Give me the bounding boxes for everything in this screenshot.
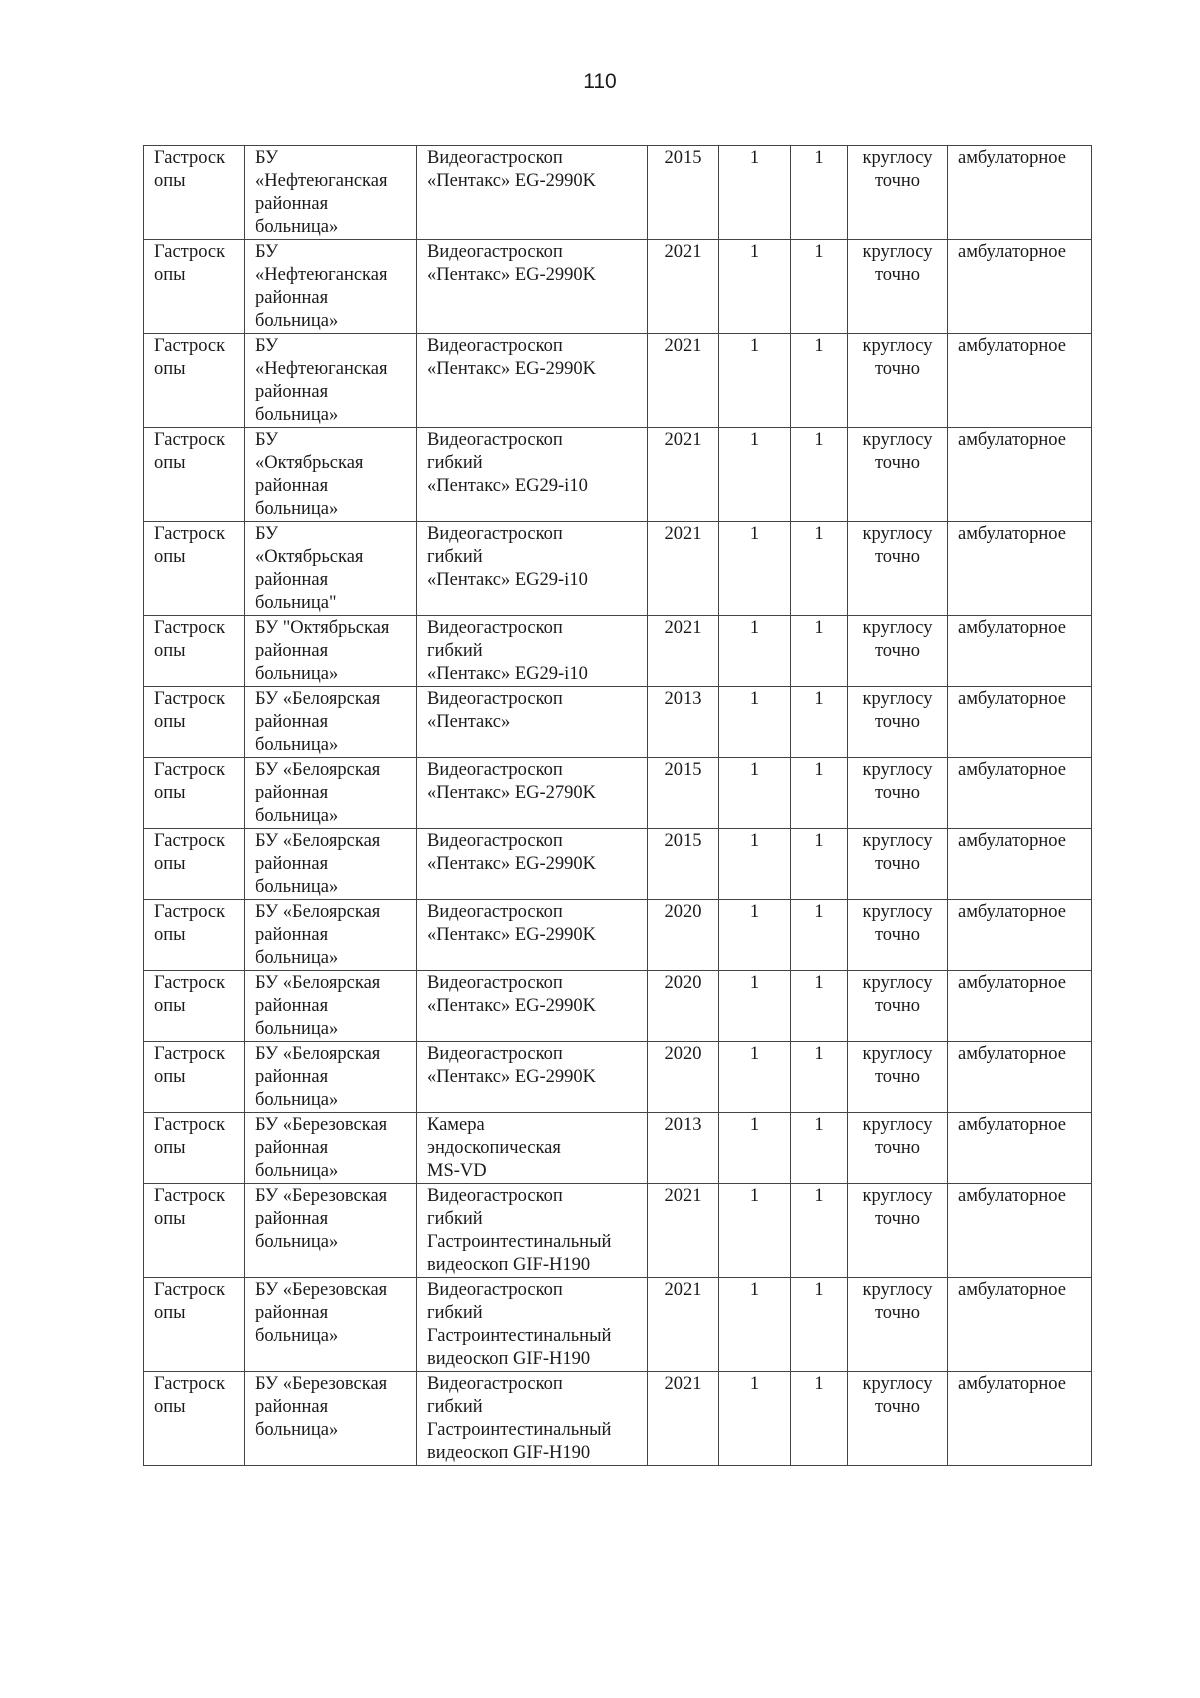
category-cell: Гастроск опы bbox=[144, 1372, 245, 1466]
quantity-in-use-cell: 1 bbox=[791, 758, 848, 829]
year-cell: 2020 bbox=[648, 1042, 719, 1113]
operating-mode-cell: круглосу точно bbox=[848, 687, 948, 758]
institution-cell: БУ «Нефтеюганская районная больница» bbox=[245, 240, 417, 334]
table-row bbox=[144, 758, 1092, 829]
operating-mode-cell: круглосу точно bbox=[848, 428, 948, 522]
equipment-cell: Видеогастроскоп гибкий Гастроинтестинальный видеоскоп GIF-H190 bbox=[417, 1278, 648, 1372]
year-cell: 2015 bbox=[648, 829, 719, 900]
care-type-cell: амбулаторное bbox=[948, 240, 1092, 334]
quantity-cell: 1 bbox=[719, 1042, 791, 1113]
quantity-in-use-cell: 1 bbox=[791, 829, 848, 900]
institution-cell: БУ «Белоярская районная больница» bbox=[245, 758, 417, 829]
institution-cell: БУ «Березовская районная больница» bbox=[245, 1184, 417, 1278]
institution-cell: БУ «Белоярская районная больница» bbox=[245, 900, 417, 971]
equipment-cell: Видеогастроскоп «Пентакс» EG-2990K bbox=[417, 334, 648, 428]
quantity-cell: 1 bbox=[719, 971, 791, 1042]
care-type-cell: амбулаторное bbox=[948, 1113, 1092, 1184]
table-row bbox=[144, 1372, 1092, 1466]
category-cell: Гастроск опы bbox=[144, 971, 245, 1042]
care-type-cell: амбулаторное bbox=[948, 428, 1092, 522]
care-type-cell: амбулаторное bbox=[948, 522, 1092, 616]
operating-mode-cell: круглосу точно bbox=[848, 971, 948, 1042]
category-cell: Гастроск опы bbox=[144, 240, 245, 334]
quantity-cell: 1 bbox=[719, 146, 791, 240]
institution-cell: БУ «Белоярская районная больница» bbox=[245, 687, 417, 758]
quantity-in-use-cell: 1 bbox=[791, 1278, 848, 1372]
year-cell: 2021 bbox=[648, 240, 719, 334]
care-type-cell: амбулаторное bbox=[948, 616, 1092, 687]
care-type-cell: амбулаторное bbox=[948, 1278, 1092, 1372]
equipment-cell: Видеогастроскоп «Пентакс» EG-2990K bbox=[417, 829, 648, 900]
quantity-cell: 1 bbox=[719, 616, 791, 687]
equipment-cell: Видеогастроскоп «Пентакс» EG-2790K bbox=[417, 758, 648, 829]
institution-cell: БУ «Белоярская районная больница» bbox=[245, 971, 417, 1042]
quantity-in-use-cell: 1 bbox=[791, 1042, 848, 1113]
equipment-cell: Видеогастроскоп «Пентакс» EG-2990K bbox=[417, 971, 648, 1042]
year-cell: 2013 bbox=[648, 1113, 719, 1184]
quantity-cell: 1 bbox=[719, 900, 791, 971]
care-type-cell: амбулаторное bbox=[948, 334, 1092, 428]
equipment-cell: Камера эндоскопическая MS-VD bbox=[417, 1113, 648, 1184]
table-row bbox=[144, 829, 1092, 900]
equipment-cell: Видеогастроскоп гибкий «Пентакс» EG29-i10 bbox=[417, 522, 648, 616]
quantity-cell: 1 bbox=[719, 428, 791, 522]
category-cell: Гастроск опы bbox=[144, 616, 245, 687]
category-cell: Гастроск опы bbox=[144, 758, 245, 829]
institution-cell: БУ «Октябрьская районная больница» bbox=[245, 428, 417, 522]
operating-mode-cell: круглосу точно bbox=[848, 1278, 948, 1372]
quantity-in-use-cell: 1 bbox=[791, 900, 848, 971]
year-cell: 2021 bbox=[648, 1278, 719, 1372]
category-cell: Гастроск опы bbox=[144, 687, 245, 758]
operating-mode-cell: круглосу точно bbox=[848, 146, 948, 240]
institution-cell: БУ «Нефтеюганская районная больница» bbox=[245, 146, 417, 240]
care-type-cell: амбулаторное bbox=[948, 758, 1092, 829]
institution-cell: БУ «Березовская районная больница» bbox=[245, 1113, 417, 1184]
year-cell: 2021 bbox=[648, 428, 719, 522]
quantity-cell: 1 bbox=[719, 334, 791, 428]
quantity-cell: 1 bbox=[719, 522, 791, 616]
equipment-cell: Видеогастроскоп «Пентакс» EG-2990K bbox=[417, 1042, 648, 1113]
quantity-in-use-cell: 1 bbox=[791, 522, 848, 616]
quantity-cell: 1 bbox=[719, 1278, 791, 1372]
operating-mode-cell: круглосу точно bbox=[848, 1372, 948, 1466]
year-cell: 2021 bbox=[648, 522, 719, 616]
year-cell: 2020 bbox=[648, 971, 719, 1042]
operating-mode-cell: круглосу точно bbox=[848, 1042, 948, 1113]
table-row bbox=[144, 334, 1092, 428]
quantity-cell: 1 bbox=[719, 1372, 791, 1466]
year-cell: 2021 bbox=[648, 1372, 719, 1466]
quantity-in-use-cell: 1 bbox=[791, 616, 848, 687]
page-number: 110 bbox=[583, 70, 617, 93]
equipment-cell: Видеогастроскоп «Пентакс» bbox=[417, 687, 648, 758]
table-row bbox=[144, 900, 1092, 971]
care-type-cell: амбулаторное bbox=[948, 146, 1092, 240]
year-cell: 2015 bbox=[648, 146, 719, 240]
category-cell: Гастроск опы bbox=[144, 900, 245, 971]
category-cell: Гастроск опы bbox=[144, 1042, 245, 1113]
care-type-cell: амбулаторное bbox=[948, 900, 1092, 971]
quantity-in-use-cell: 1 bbox=[791, 240, 848, 334]
category-cell: Гастроск опы bbox=[144, 522, 245, 616]
operating-mode-cell: круглосу точно bbox=[848, 829, 948, 900]
quantity-cell: 1 bbox=[719, 1113, 791, 1184]
year-cell: 2013 bbox=[648, 687, 719, 758]
operating-mode-cell: круглосу точно bbox=[848, 900, 948, 971]
year-cell: 2021 bbox=[648, 334, 719, 428]
table-row bbox=[144, 428, 1092, 522]
table-row bbox=[144, 1113, 1092, 1184]
institution-cell: БУ «Нефтеюганская районная больница» bbox=[245, 334, 417, 428]
table-body bbox=[144, 146, 1092, 1466]
equipment-cell: Видеогастроскоп «Пентакс» EG-2990K bbox=[417, 900, 648, 971]
table-row bbox=[144, 1278, 1092, 1372]
institution-cell: БУ "Октябрьская районная больница» bbox=[245, 616, 417, 687]
category-cell: Гастроск опы bbox=[144, 829, 245, 900]
equipment-cell: Видеогастроскоп гибкий «Пентакс» EG29-i10 bbox=[417, 428, 648, 522]
quantity-in-use-cell: 1 bbox=[791, 1113, 848, 1184]
quantity-in-use-cell: 1 bbox=[791, 1372, 848, 1466]
quantity-cell: 1 bbox=[719, 829, 791, 900]
institution-cell: БУ «Белоярская районная больница» bbox=[245, 829, 417, 900]
institution-cell: БУ «Березовская районная больница» bbox=[245, 1278, 417, 1372]
equipment-cell: Видеогастроскоп гибкий Гастроинтестинальный видеоскоп GIF-H190 bbox=[417, 1372, 648, 1466]
care-type-cell: амбулаторное bbox=[948, 829, 1092, 900]
care-type-cell: амбулаторное bbox=[948, 687, 1092, 758]
table-row bbox=[144, 687, 1092, 758]
table-row bbox=[144, 1042, 1092, 1113]
equipment-cell: Видеогастроскоп «Пентакс» EG-2990K bbox=[417, 240, 648, 334]
equipment-table bbox=[143, 145, 1092, 1466]
care-type-cell: амбулаторное bbox=[948, 1184, 1092, 1278]
year-cell: 2021 bbox=[648, 616, 719, 687]
category-cell: Гастроск опы bbox=[144, 146, 245, 240]
table-row bbox=[144, 616, 1092, 687]
table-row bbox=[144, 522, 1092, 616]
quantity-cell: 1 bbox=[719, 687, 791, 758]
category-cell: Гастроск опы bbox=[144, 1113, 245, 1184]
category-cell: Гастроск опы bbox=[144, 334, 245, 428]
category-cell: Гастроск опы bbox=[144, 428, 245, 522]
year-cell: 2020 bbox=[648, 900, 719, 971]
quantity-in-use-cell: 1 bbox=[791, 334, 848, 428]
equipment-cell: Видеогастроскоп «Пентакс» EG-2990K bbox=[417, 146, 648, 240]
table-row bbox=[144, 971, 1092, 1042]
year-cell: 2015 bbox=[648, 758, 719, 829]
quantity-in-use-cell: 1 bbox=[791, 1184, 848, 1278]
quantity-in-use-cell: 1 bbox=[791, 146, 848, 240]
equipment-cell: Видеогастроскоп гибкий «Пентакс» EG29-i10 bbox=[417, 616, 648, 687]
quantity-in-use-cell: 1 bbox=[791, 428, 848, 522]
operating-mode-cell: круглосу точно bbox=[848, 758, 948, 829]
quantity-cell: 1 bbox=[719, 758, 791, 829]
quantity-in-use-cell: 1 bbox=[791, 971, 848, 1042]
operating-mode-cell: круглосу точно bbox=[848, 1113, 948, 1184]
table-row bbox=[144, 146, 1092, 240]
operating-mode-cell: круглосу точно bbox=[848, 334, 948, 428]
institution-cell: БУ «Белоярская районная больница» bbox=[245, 1042, 417, 1113]
operating-mode-cell: круглосу точно bbox=[848, 616, 948, 687]
year-cell: 2021 bbox=[648, 1184, 719, 1278]
operating-mode-cell: круглосу точно bbox=[848, 240, 948, 334]
equipment-cell: Видеогастроскоп гибкий Гастроинтестинальный видеоскоп GIF-H190 bbox=[417, 1184, 648, 1278]
quantity-cell: 1 bbox=[719, 240, 791, 334]
operating-mode-cell: круглосу точно bbox=[848, 1184, 948, 1278]
table-row bbox=[144, 1184, 1092, 1278]
table-row bbox=[144, 240, 1092, 334]
operating-mode-cell: круглосу точно bbox=[848, 522, 948, 616]
quantity-cell: 1 bbox=[719, 1184, 791, 1278]
care-type-cell: амбулаторное bbox=[948, 1042, 1092, 1113]
quantity-in-use-cell: 1 bbox=[791, 687, 848, 758]
care-type-cell: амбулаторное bbox=[948, 971, 1092, 1042]
institution-cell: БУ «Березовская районная больница» bbox=[245, 1372, 417, 1466]
category-cell: Гастроск опы bbox=[144, 1184, 245, 1278]
care-type-cell: амбулаторное bbox=[948, 1372, 1092, 1466]
institution-cell: БУ «Октябрьская районная больница" bbox=[245, 522, 417, 616]
category-cell: Гастроск опы bbox=[144, 1278, 245, 1372]
